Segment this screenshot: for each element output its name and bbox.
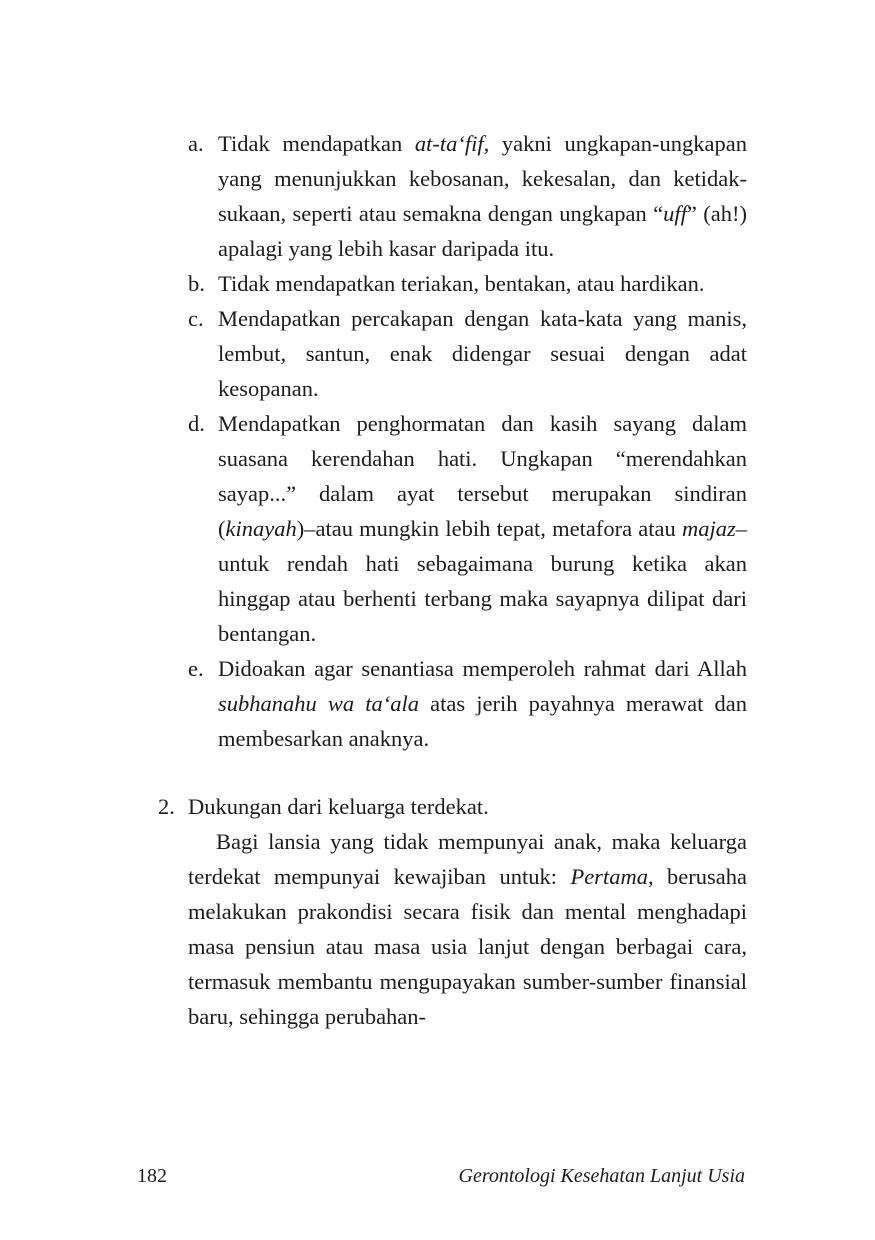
list-item-text-c: Mendapatkan percakapan dengan kata-kata yang manis, lembut, santun, enak didengar sesuai dengan adat kesopanan. xyxy=(218,306,747,401)
list-item-text-a: Tidak mendapatkan at-ta‘fif, yakni ungkapan-ungkapan yang menunjukkan kebosanan, kekesalan, dan ketidak-sukaan, seperti atau semakna dengan ungkapan “uff” (ah!) apalagi yang lebih kasar daripada itu. xyxy=(218,131,748,261)
list-item-c xyxy=(188,301,747,406)
list-marker-b: b. xyxy=(188,271,205,296)
list-item-text-b: Tidak mendapatkan teriakan, bentakan, atau hardikan. xyxy=(218,271,705,296)
list-marker-2: 2. xyxy=(158,794,175,819)
list-marker-d: d. xyxy=(188,411,205,436)
list-item-d xyxy=(188,406,747,651)
page-content xyxy=(158,126,747,1034)
list-item-b xyxy=(188,266,747,301)
alpha-list xyxy=(188,126,747,756)
numbered-item-2 xyxy=(158,789,747,1034)
numbered-item-body xyxy=(188,789,747,1034)
list-item-e xyxy=(188,651,747,756)
list-item-text-e: Didoakan agar senantiasa memperoleh rahmat dari Allah subhanahu wa ta‘ala atas jerih payahnya merawat dan membesarkan anaknya. xyxy=(218,656,747,751)
list-item-text-d: Mendapatkan penghormatan dan kasih sayang dalam suasana kerendahan hati. Ungkapan “merendahkan sayap...” dalam ayat tersebut merupakan sindiran (kinayah)–atau mungkin lebih tepat, metafora atau majaz– untuk rendah hati sebagaimana burung ketika akan hinggap atau berhenti terbang maka sayapnya dilipat dari bentangan. xyxy=(218,411,747,646)
item-paragraph: Bagi lansia yang tidak mempunyai anak, maka keluarga terdekat mempunyai kewajiban untuk: Pertama, berusaha melakukan prakondisi secara fisik dan mental menghadapi masa pensiun atau masa usia lanjut dengan berbagai cara, termasuk membantu mengupayakan sumber-sumber finansial baru, sehingga perubahan- xyxy=(188,829,747,1029)
page-footer xyxy=(137,1164,745,1188)
list-item-a xyxy=(188,126,747,266)
list-marker-e: e. xyxy=(188,656,204,681)
running-title: Gerontologi Kesehatan Lanjut Usia xyxy=(458,1165,745,1187)
list-marker-a: a. xyxy=(188,131,204,156)
page-number: 182 xyxy=(137,1165,167,1187)
item-heading: Dukungan dari keluarga terdekat. xyxy=(188,794,489,819)
list-marker-c: c. xyxy=(188,306,204,331)
